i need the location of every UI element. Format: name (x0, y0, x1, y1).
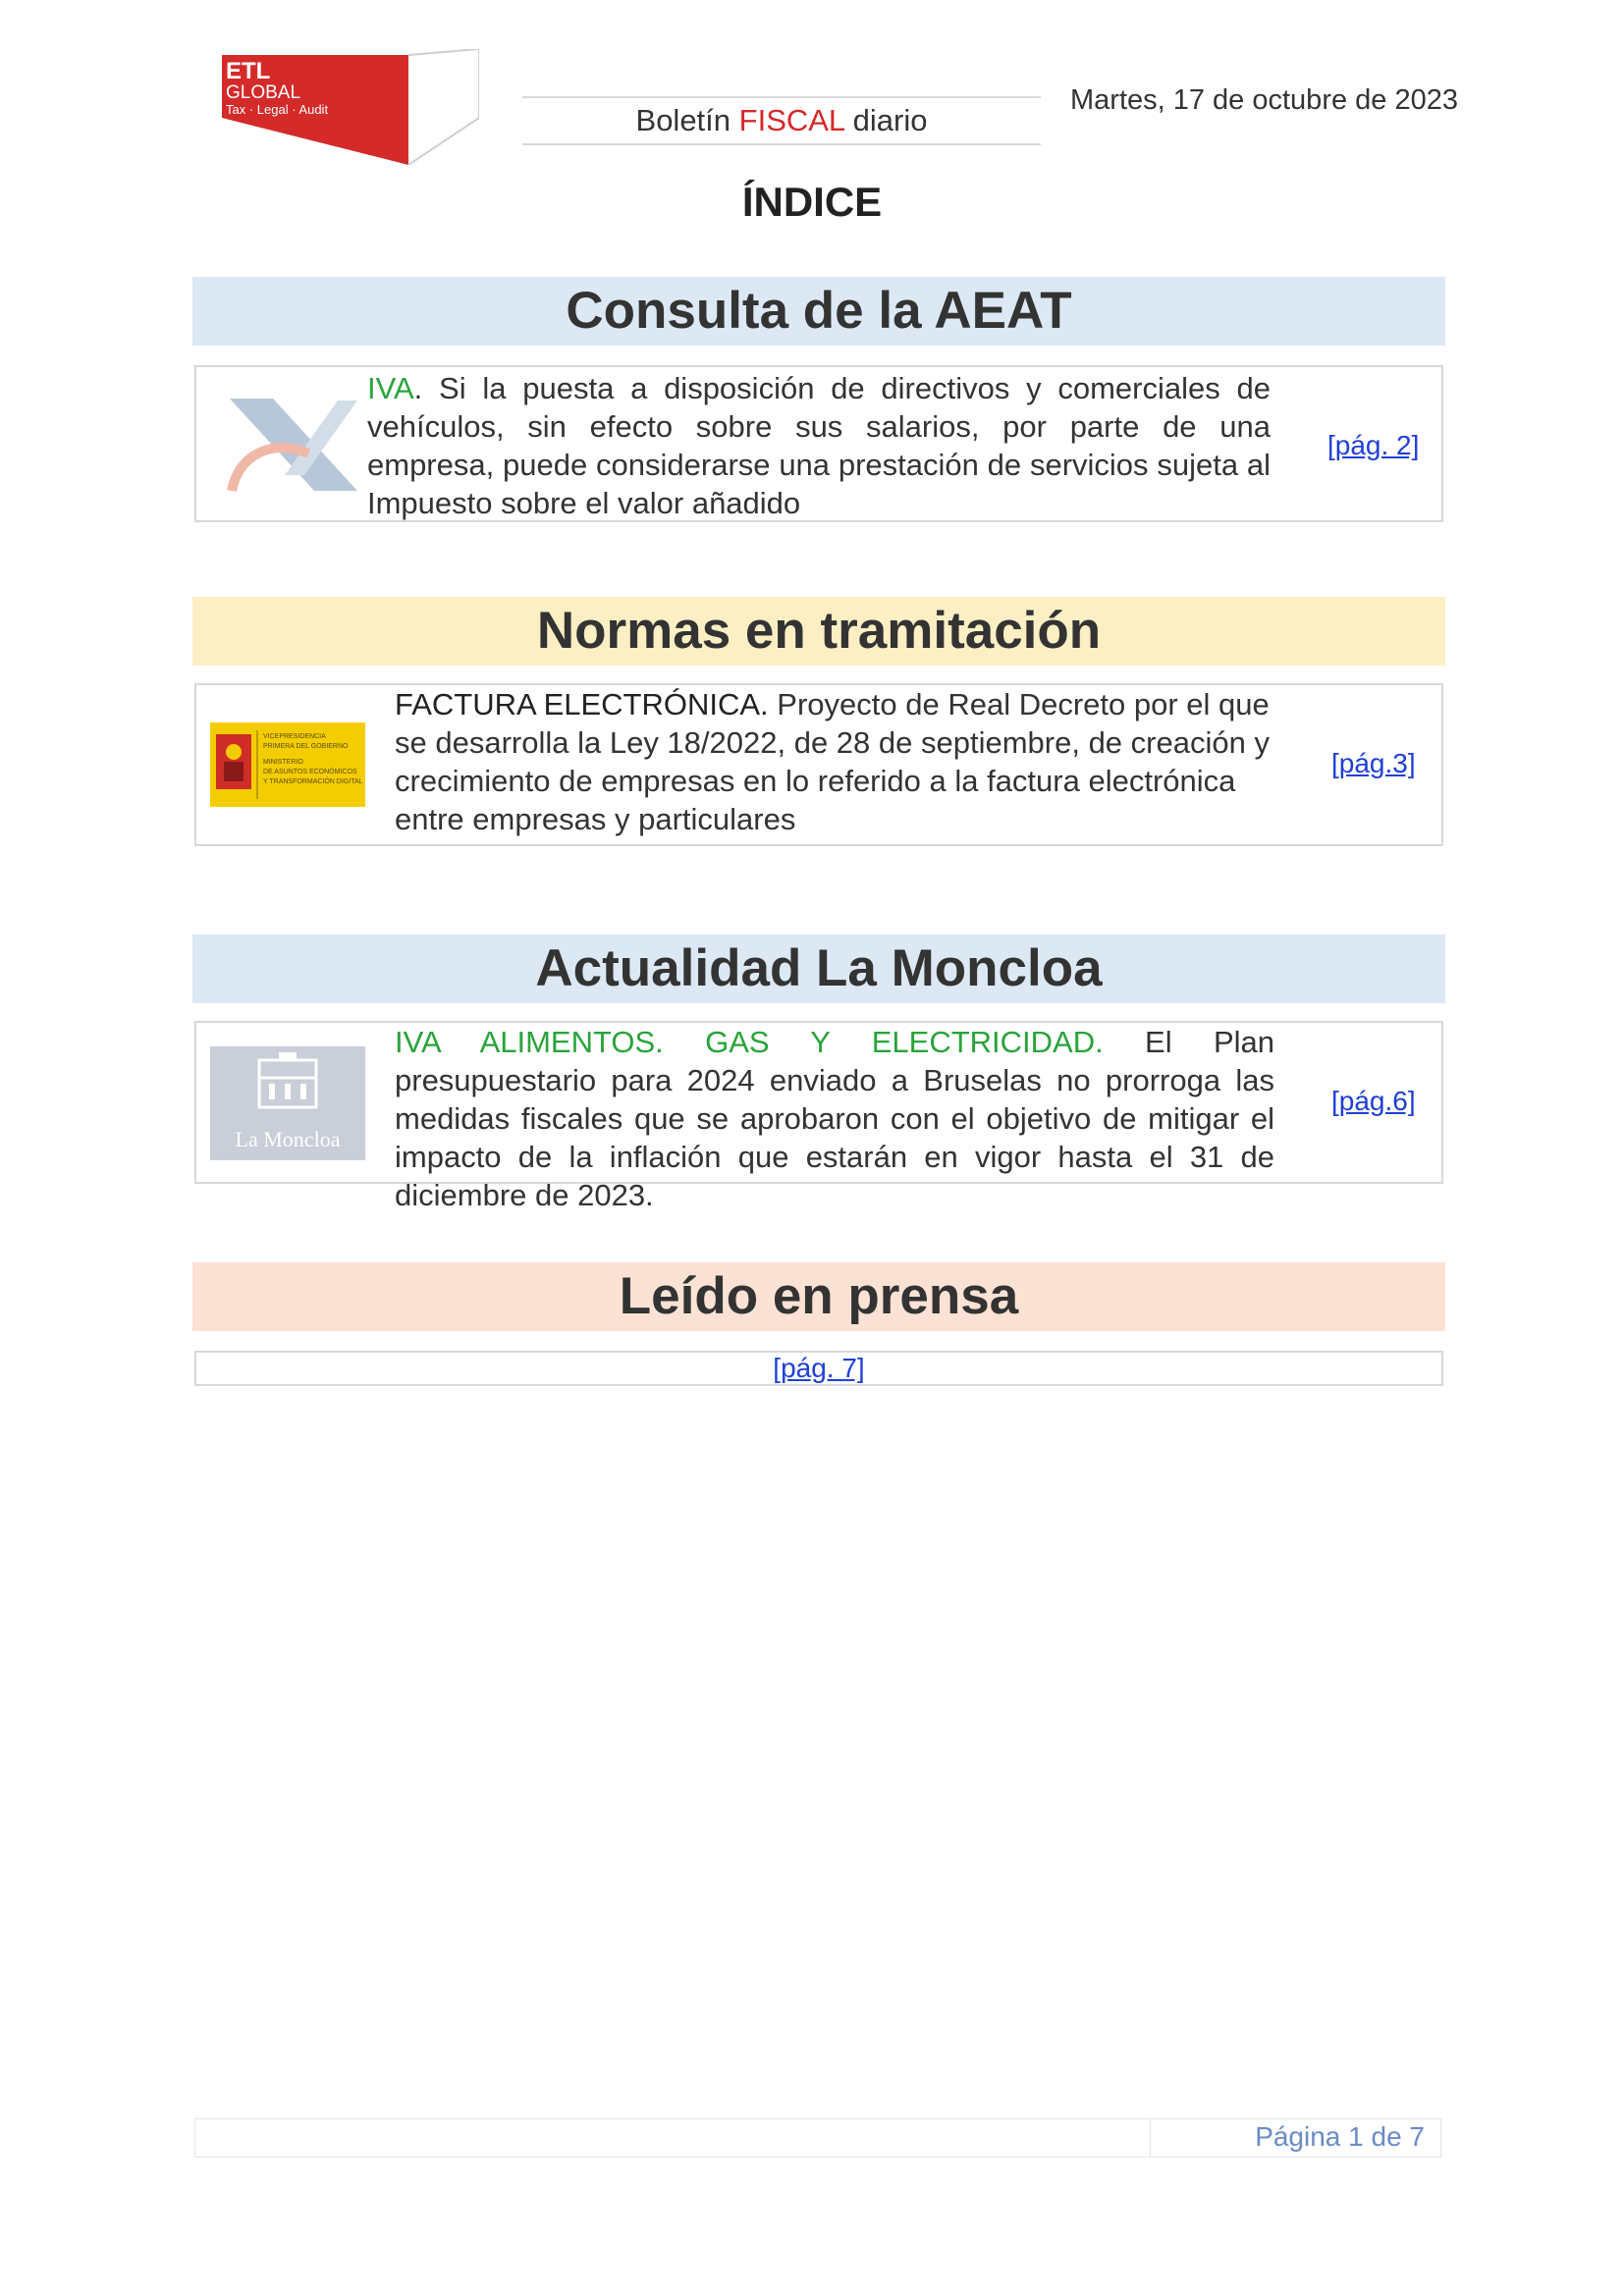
entry-aeat-text (367, 369, 1271, 522)
footer-divider (1150, 2119, 1151, 2157)
entry-aeat-keyword: IVA (367, 371, 414, 405)
svg-text:ETL: ETL (226, 58, 271, 84)
entry-aeat (194, 365, 1443, 522)
section-header-prensa: Leído en prensa (192, 1262, 1445, 1331)
entry-normas-body: Proyecto de Real Decreto por el que se desarrolla la Ley 18/2022, de 28 de septiembre, de creación y crecimiento de empresas en lo referido a la factura electrónica entre empresas y particulares (395, 687, 1270, 836)
svg-text:Tax · Legal · Audit: Tax · Legal · Audit (226, 102, 329, 117)
section-header-moncloa: Actualidad La Moncloa (192, 934, 1445, 1003)
bulletin-title (522, 96, 1041, 145)
ministry-logo-icon (210, 722, 365, 807)
entry-moncloa-keyword: IVA ALIMENTOS. GAS Y ELECTRICIDAD. (395, 1025, 1104, 1059)
section-header-aeat: Consulta de la AEAT (192, 277, 1445, 346)
title-prefix: Boletín (635, 103, 739, 137)
page-number: Página 1 de 7 (1255, 2121, 1425, 2152)
entry-aeat-body: . Si la puesta a disposición de directivos y comerciales de vehículos, sin efecto sobre sus salarios, por parte de una empresa, puede considerarse una prestación de servicios sujeta al Impuesto sobre el valor añadido (367, 371, 1271, 520)
title-suffix: diario (844, 103, 928, 137)
moncloa-logo-label: La Moncloa (235, 1127, 341, 1151)
entry-normas (194, 683, 1443, 846)
entry-moncloa-text (395, 1023, 1274, 1214)
entry-moncloa (194, 1021, 1443, 1212)
section-header-normas: Normas en tramitación (192, 597, 1445, 666)
entry-prensa-link-text[interactable]: [pág. 7] (773, 1353, 865, 1383)
moncloa-logo-icon (210, 1046, 365, 1160)
entry-normas-page-link[interactable]: [pág.3] (1331, 748, 1416, 778)
ministry-logo-text: VICEPRESIDENCIA PRIMERA DEL GOBIERNO MINISTERIO DE ASUNTOS ECONÓMICOS Y TRANSFORMACIÓN DIGITAL (263, 733, 363, 785)
title-highlight: FISCAL (738, 103, 845, 137)
entry-aeat-page-link[interactable]: [pág. 2] (1327, 430, 1420, 460)
entry-prensa-page-link[interactable] (196, 1353, 1441, 1384)
entry-moncloa-page-link[interactable]: [pág.6] (1331, 1086, 1416, 1116)
entry-prensa (194, 1351, 1443, 1386)
entry-moncloa-body: El Plan presupuestario para 2024 enviado a Bruselas no prorroga las medidas fiscales que se aprobaron con el objetivo de mitigar el impacto de la inflación que estarán en vigor hasta el 31 de diciembre de 2023. (395, 1025, 1274, 1212)
index-title: ÍNDICE (741, 179, 883, 225)
page-footer (194, 2118, 1441, 2158)
svg-text:GLOBAL: GLOBAL (226, 82, 301, 103)
bulletin-date: Martes, 17 de octubre de 2023 (1070, 84, 1458, 116)
entry-normas-keyword: FACTURA ELECTRÓNICA. (395, 687, 769, 721)
entry-normas-text (395, 685, 1274, 838)
etl-global-logo (222, 49, 479, 165)
